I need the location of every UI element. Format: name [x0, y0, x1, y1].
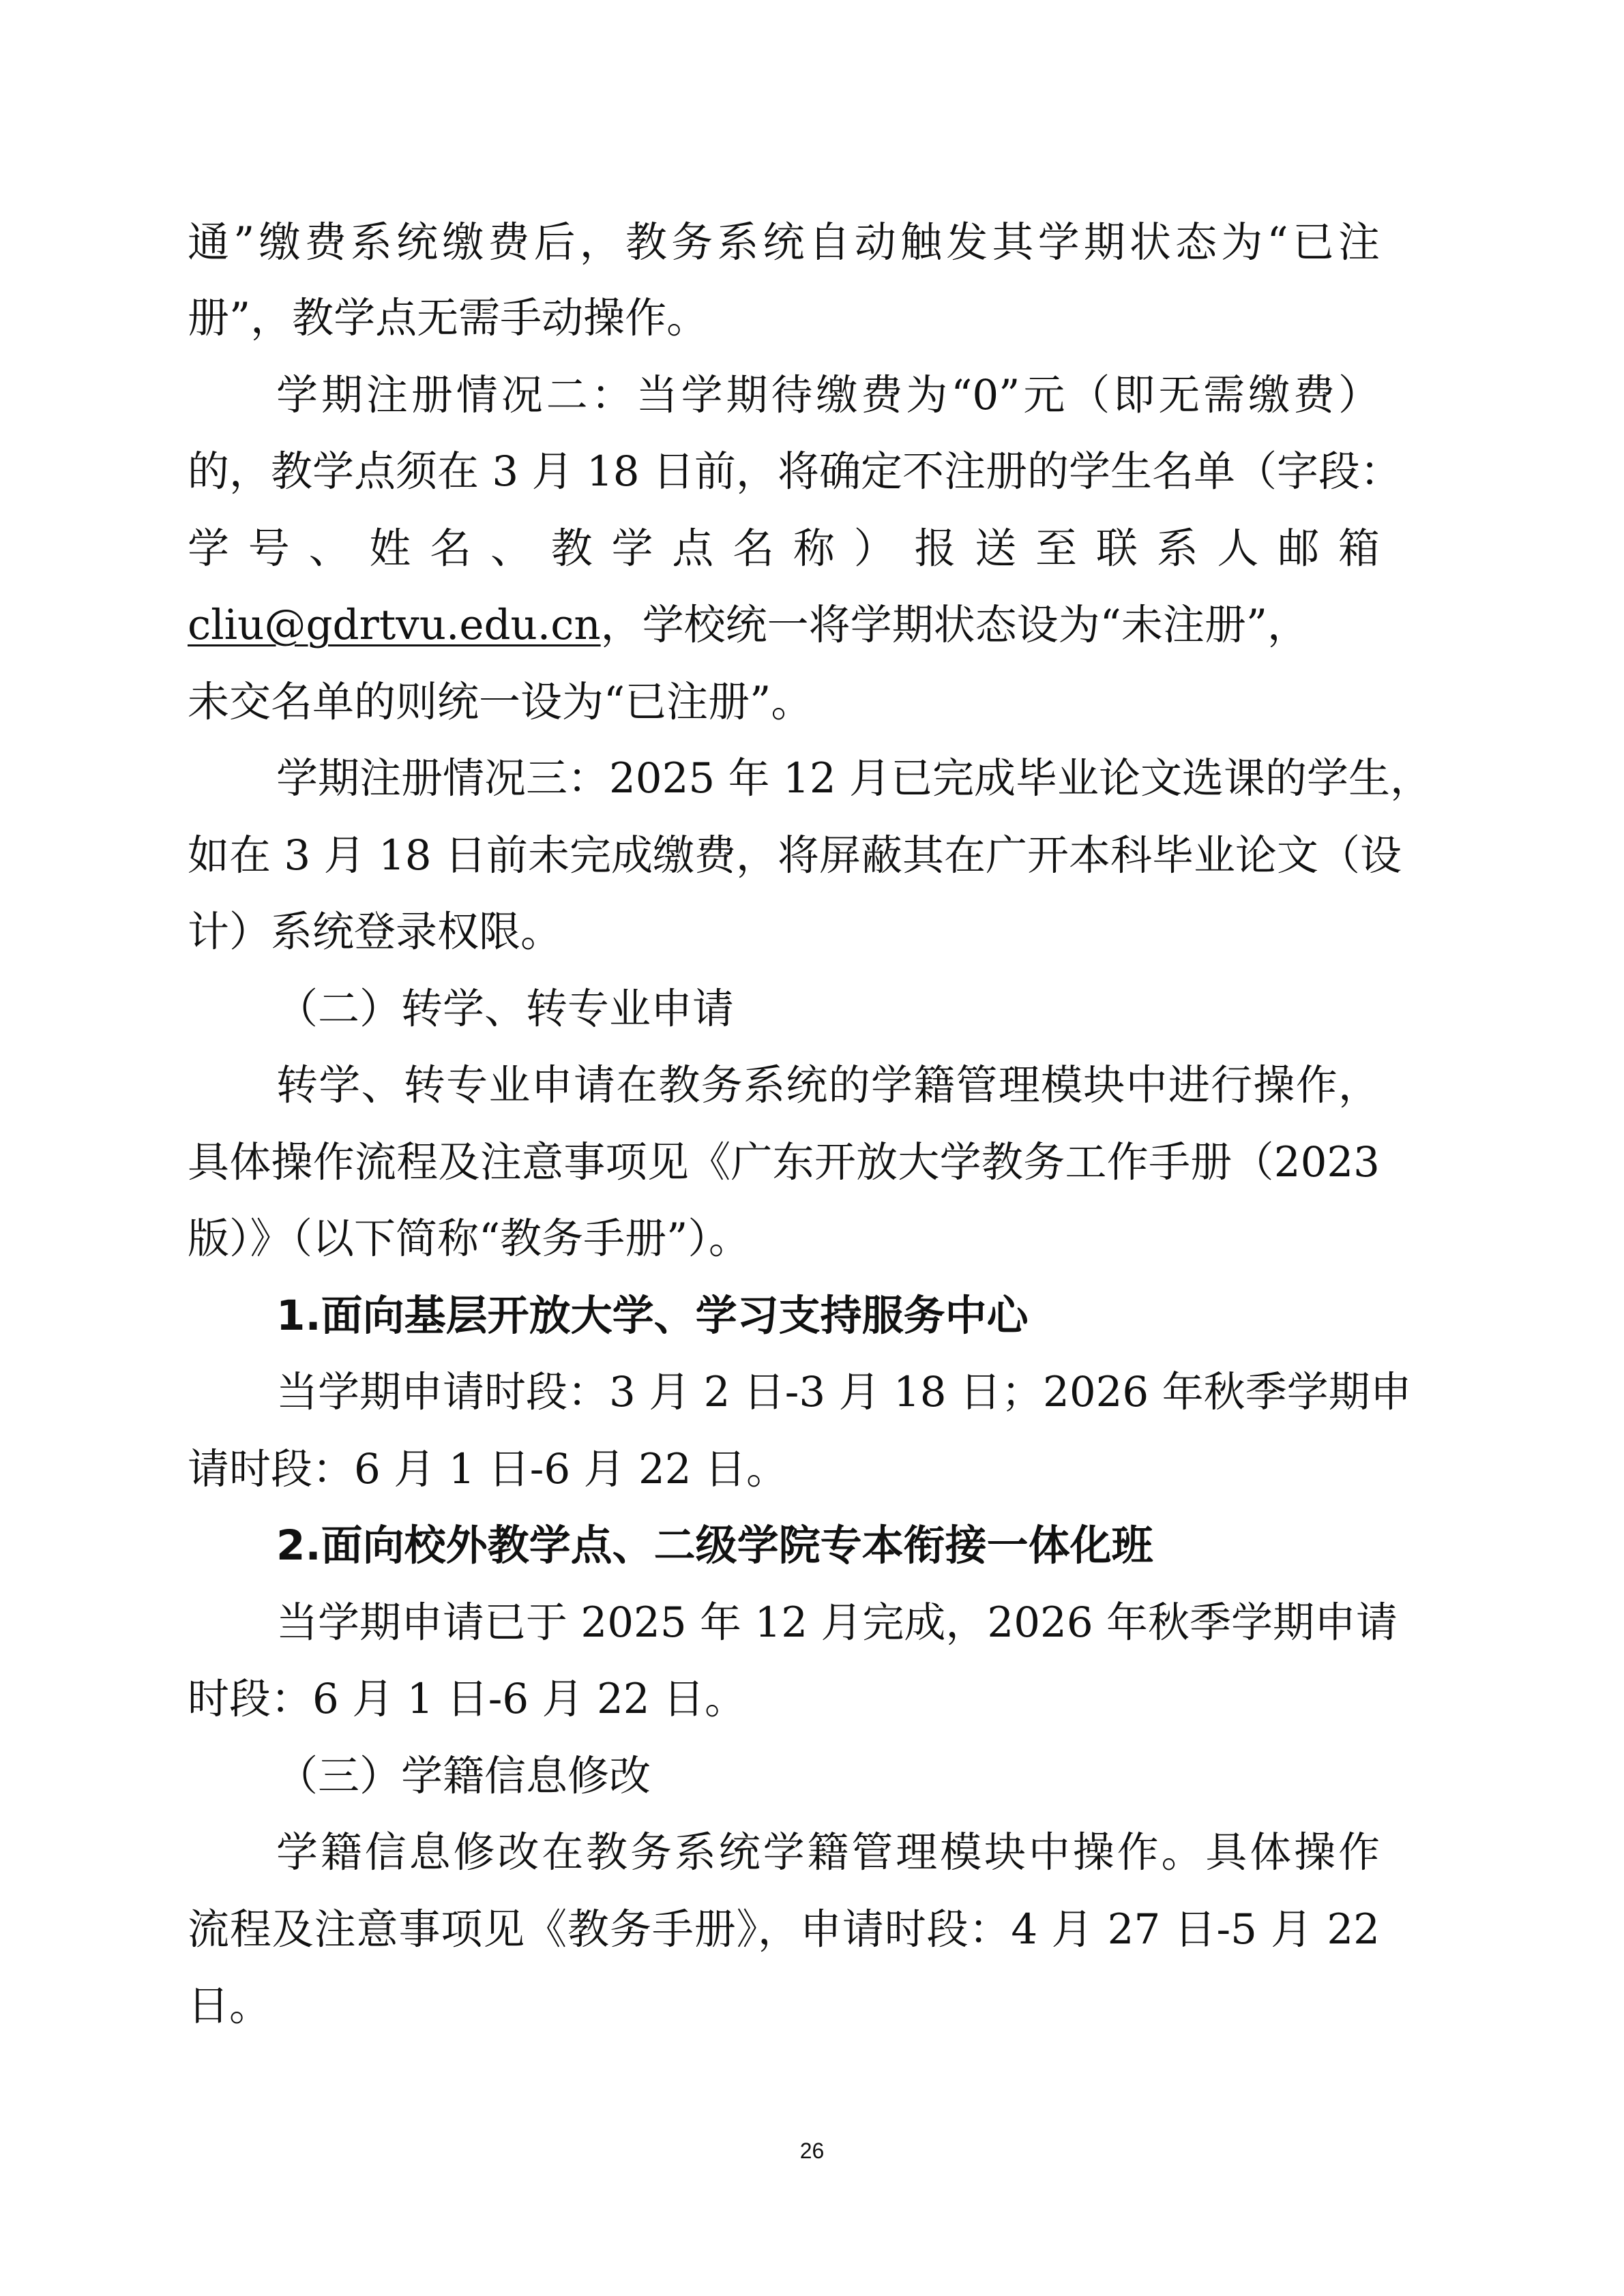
paragraph-line: 具体操作流程及注意事项见《广东开放大学教务工作手册（2023: [188, 1138, 1380, 1187]
paragraph-line: 学籍信息修改在教务系统学籍管理模块中操作。具体操作: [276, 1828, 1380, 1877]
paragraph-line: 学期注册情况三：2025 年 12 月已完成毕业论文选课的学生，: [276, 754, 1432, 803]
paragraph-line: 版）》（以下简称“教务手册”）。: [188, 1214, 750, 1263]
section-heading-transfer: （二）转学、转专业申请: [276, 985, 735, 1033]
paragraph-line: 计）系统登录权限。: [188, 908, 563, 956]
section-heading-records: （三）学籍信息修改: [276, 1752, 651, 1800]
paragraph-text: ，学校统一将学期状态设为“未注册”，: [600, 601, 1310, 649]
paragraph-line: 学期注册情况二：当学期待缴费为“0”元（即无需缴费）: [276, 371, 1380, 419]
paragraph-line: 未交名单的则统一设为“已注册”。: [188, 678, 813, 726]
paragraph-line: 流程及注意事项见《教务手册》，申请时段：4 月 27 日-5 月 22: [188, 1905, 1380, 1954]
paragraph-line: 请时段：6 月 1 日-6 月 22 日。: [188, 1445, 788, 1493]
paragraph-line: 当学期申请已于 2025 年 12 月完成，2026 年秋季学期申请: [276, 1598, 1398, 1647]
paragraph-line: 册”，教学点无需手动操作。: [188, 294, 709, 342]
paragraph-line: 时段：6 月 1 日-6 月 22 日。: [188, 1675, 747, 1723]
subheading-2: 2.面向校外教学点、二级学院专本衔接一体化班: [276, 1521, 1153, 1570]
page-number: 26: [799, 2138, 825, 2163]
paragraph-line: 的，教学点须在 3 月 18 日前，将确定不注册的学生名单（字段：: [188, 447, 1402, 496]
paragraph-line: 学号、姓名、教学点名称）报送至联系人邮箱: [188, 524, 1380, 573]
email-link[interactable]: cliu@gdrtvu.edu.cn: [188, 601, 601, 649]
paragraph-line-with-email: [188, 598, 1309, 653]
paragraph-line: 如在 3 月 18 日前未完成缴费，将屏蔽其在广开本科毕业论文（设: [188, 831, 1402, 880]
paragraph-line: 通”缴费系统缴费后，教务系统自动触发其学期状态为“已注: [188, 218, 1380, 267]
paragraph-line: 日。: [188, 1982, 271, 2030]
subheading-1: 1.面向基层开放大学、学习支持服务中心: [276, 1292, 1029, 1340]
paragraph-line: 转学、转专业申请在教务系统的学籍管理模块中进行操作，: [276, 1061, 1380, 1109]
paragraph-line: 当学期申请时段：3 月 2 日-3 月 18 日；2026 年秋季学期申: [276, 1368, 1412, 1416]
